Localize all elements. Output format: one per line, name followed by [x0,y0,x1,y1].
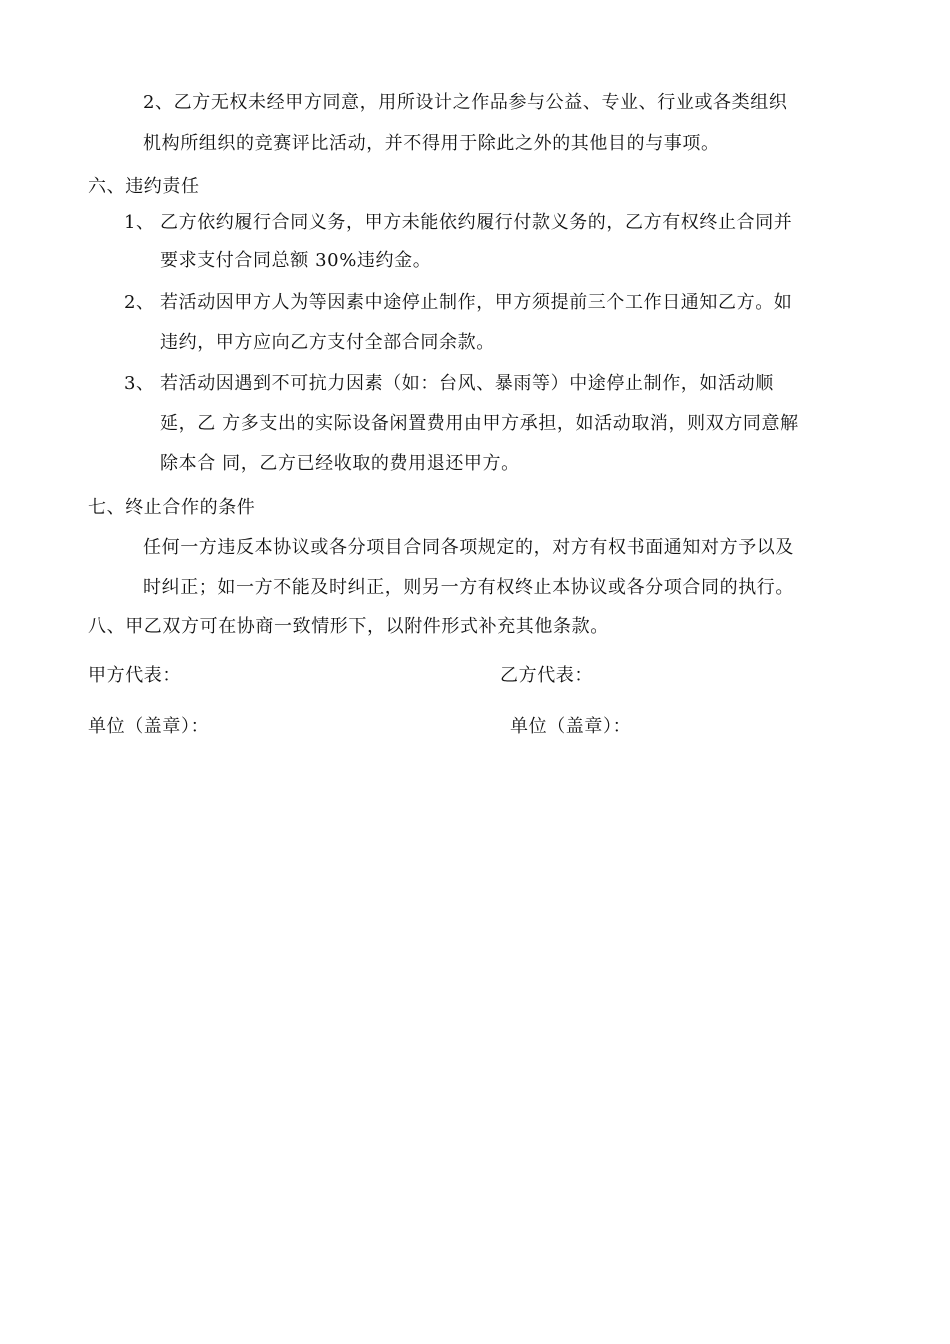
clause5-item2-line1: 2、乙方无权未经甲方同意，用所设计之作品参与公益、专业、行业或各类组织 [143,92,788,113]
clause7-heading: 七、终止合作的条件 [88,497,256,518]
party-b-representative-label: 乙方代表： [500,665,593,686]
clause6-item3-line1 [124,373,774,395]
party-b-unit-seal-label: 单位（盖章）： [510,716,632,737]
clause6-heading: 六、违约责任 [88,176,200,197]
clause6-item3-text: 若活动因遇到不可抗力因素（如：台风、暴雨等）中途停止制作，如活动顺 [160,373,774,394]
clause6-item3-line2: 延，乙 方多支出的实际设备闲置费用由甲方承担，如活动取消，则双方同意解 [160,413,799,434]
clause6-item2-text: 若活动因甲方人为等因素中途停止制作，甲方须提前三个工作日通知乙方。如 [160,292,793,313]
clause5-item2-line2: 机构所组织的竞赛评比活动，并不得用于除此之外的其他目的与事项。 [143,133,720,154]
clause6-item1-line2: 要求支付合同总额 30%违约金。 [160,250,432,271]
clause6-item2-number: 2、 [124,292,155,313]
clause6-item1-number: 1、 [124,212,155,233]
clause6-item2-line1 [124,292,792,314]
party-a-unit-seal-label: 单位（盖章）： [88,716,210,737]
clause7-line1: 任何一方违反本协议或各分项目合同各项规定的，对方有权书面通知对方予以及 [143,537,794,558]
clause8-heading: 八、甲乙双方可在协商一致情形下，以附件形式补充其他条款。 [88,616,609,637]
clause6-item3-number: 3、 [124,373,155,394]
party-a-representative-label: 甲方代表： [88,665,181,686]
clause7-line2: 时纠正；如一方不能及时纠正，则另一方有权终止本协议或各分项合同的执行。 [143,577,794,598]
clause6-item3-line3: 除本合 同，乙方已经收取的费用退还甲方。 [160,453,520,474]
clause6-item1-line1 [124,212,792,234]
clause6-item1-text: 乙方依约履行合同义务，甲方未能依约履行付款义务的，乙方有权终止合同并 [160,212,793,233]
clause6-item2-line2: 违约，甲方应向乙方支付全部合同余款。 [160,332,495,353]
